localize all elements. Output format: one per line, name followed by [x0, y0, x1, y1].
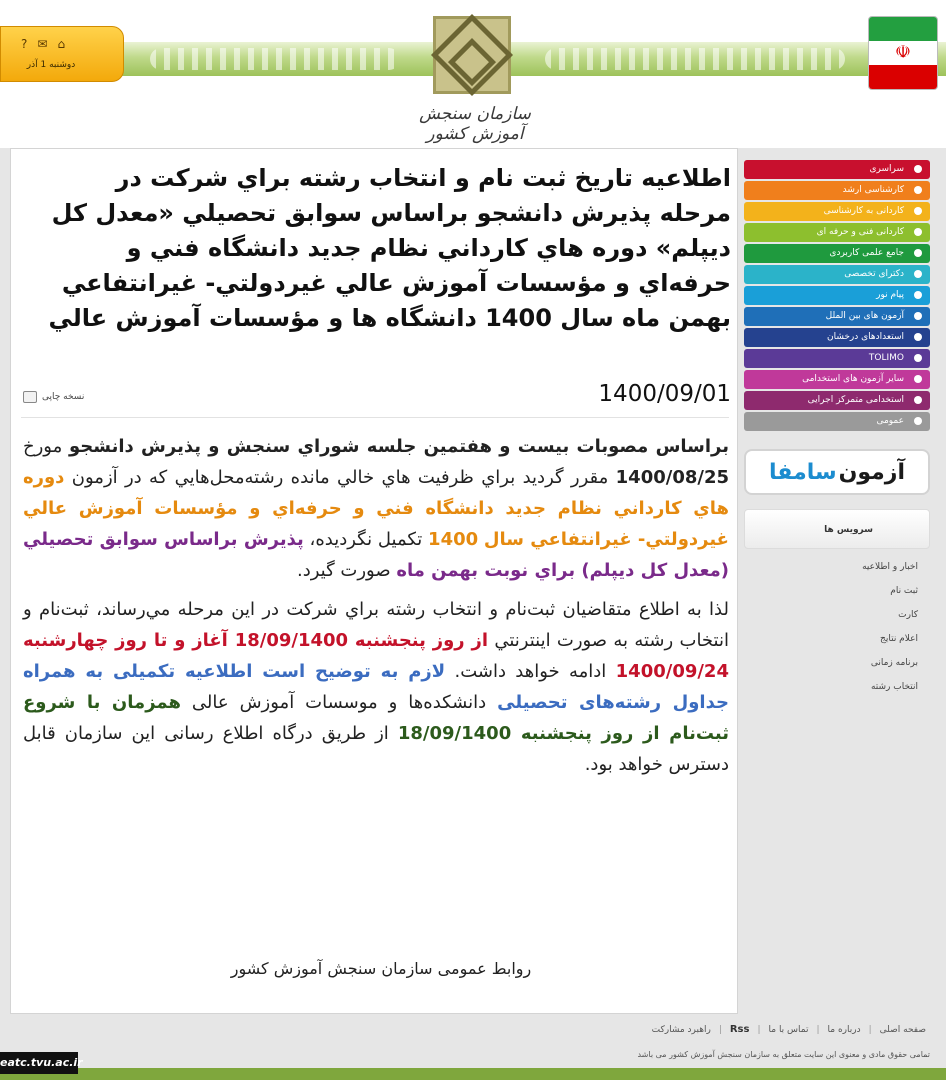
footer-link[interactable]: تماس با ما [768, 1024, 809, 1035]
service-link[interactable]: برنامه زمانی [870, 658, 918, 668]
sidebar-menu-item[interactable]: عمومی [744, 412, 930, 431]
sidebar-menu [744, 160, 930, 431]
signature: روابط عمومی سازمان سنجش آموزش کشور [230, 959, 532, 978]
header-pattern-right [545, 48, 845, 70]
sidebar-menu-item[interactable]: کارشناسی ارشد [744, 181, 930, 200]
sidebar-menu-item[interactable]: استعدادهای درخشان [744, 328, 930, 347]
article-card [10, 148, 738, 1014]
date-tab [0, 26, 124, 82]
sidebar [744, 160, 930, 699]
service-link[interactable]: اعلام نتایج [880, 634, 918, 644]
print-link[interactable] [23, 391, 84, 403]
footer-links [640, 1024, 926, 1035]
org-logo[interactable] [433, 16, 511, 94]
article-body [23, 431, 729, 788]
footer-link[interactable]: درباره ما [827, 1024, 861, 1035]
sidebar-menu-item[interactable]: کاردانی فنی و حرفه ای [744, 223, 930, 242]
printer-icon [23, 391, 37, 403]
sidebar-menu-item[interactable]: سایر آزمون های استخدامی [744, 370, 930, 389]
footer-separator: | [868, 1024, 872, 1035]
bottom-bar [0, 1068, 946, 1080]
site-header [0, 0, 946, 148]
article-title: اطلاعيه تاريخ ثبت نام و انتخاب رشته براي شركت در مرحله پذيرش دانشجو براساس سوابق تحصيلي «معدل كل ديپلم» دوره هاي كارداني نظام جديد دانشگاه فني و حرفه‌اي و مؤسسات آموزش عالي غيردولتي- غيرانتفاعي بهمن ماه سال 1400 دانشگاه ها و مؤسسات آموزش عالي [48, 164, 731, 332]
mail-icon[interactable]: ✉ [37, 37, 48, 51]
print-label: نسخه چاپی [42, 392, 85, 402]
service-link[interactable]: ثبت نام [890, 586, 918, 596]
footer-separator: | [816, 1024, 820, 1035]
logo-emblem-icon [431, 14, 513, 96]
footer-separator: | [757, 1024, 761, 1035]
service-link[interactable]: انتخاب رشته [870, 682, 918, 692]
org-name: سازمان سنجش آموزش کشور [419, 104, 531, 144]
copyright: تمامی حقوق مادی و معنوی این سایت متعلق به سازمان سنجش آموزش کشور می باشد [637, 1050, 930, 1059]
home-icon[interactable]: ⌂ [57, 37, 66, 51]
footer-link[interactable]: Rss [729, 1024, 750, 1035]
paragraph-2: لذا به اطلاع متقاضيان ثبت‌نام و انتخاب رشته براي شركت در اين مرحله مي‌رساند، ثبت‌نام و انتخاب رشته به صورت اينترنتي از روز پنجشنبه 18/09/1400 آغاز و تا روز چهارشنبه 1400/09/24 ادامه خواهد داشت. لازم به توضیح است اطلاعیه تکمیلی به همراه جداول رشته‌های تحصیلی دانشکده‌ها و موسسات آموزش عالی همزمان با شروع ثبت‌نام از روز پنجشنبه 18/09/1400 از طریق درگاه اطلاع رسانی این سازمان قابل دسترس خواهد بود. [23, 599, 730, 775]
header-pattern-left [150, 48, 400, 70]
iran-flag-icon: ☫ [868, 16, 938, 90]
footer-separator: | [718, 1024, 722, 1035]
sidebar-menu-item[interactable]: کاردانی به کارشناسی [744, 202, 930, 221]
sidebar-menu-item[interactable]: سراسری [744, 160, 930, 179]
service-link[interactable]: کارت [898, 610, 918, 620]
services-header: سرویس ها [744, 509, 930, 549]
service-link[interactable]: اخبار و اطلاعیه [862, 562, 918, 572]
sidebar-menu-item[interactable]: آزمون های بین الملل [744, 307, 930, 326]
header-icons [21, 37, 65, 51]
help-icon[interactable]: ? [21, 37, 28, 51]
services-list [744, 555, 930, 699]
sidebar-menu-item[interactable]: جامع علمی کاربردی [744, 244, 930, 263]
sidebar-menu-item[interactable]: پیام نور [744, 286, 930, 305]
samfa-exam-banner[interactable]: آزمون سامفا [744, 449, 930, 495]
article-date: 1400/09/01 [598, 381, 731, 407]
sidebar-menu-item[interactable]: TOLIMO [744, 349, 930, 368]
sidebar-menu-item[interactable]: استخدامی متمرکز اجرایی [744, 391, 930, 410]
paragraph-1: براساس مصوبات بيست و هفتمين جلسه شوراي سنجش و پذيرش دانشجو مورخ 1400/08/25 مقرر گرديد براي ظرفيت هاي خالي مانده رشته‌محل‌هايي كه در آزمون دوره هاي كارداني نظام جديد دانشگاه فني و حرفه‌اي و مؤسسات آموزش عالي غيردولتي- غيرانتفاعي سال 1400 تكميل نگرديده، پذيرش براساس سوابق تحصيلي (معدل كل ديپلم) براي نوبت بهمن ماه صورت گيرد. [23, 436, 729, 581]
sidebar-menu-item[interactable]: دکترای تخصصی [744, 265, 930, 284]
divider [21, 417, 729, 418]
current-date: دوشنبه 1 آذر [26, 60, 76, 70]
footer-link[interactable]: صفحه اصلی [879, 1024, 926, 1035]
footer-link[interactable]: راهبرد مشارکت [651, 1024, 711, 1035]
watermark: eatc.tvu.ac.ir [0, 1052, 78, 1074]
